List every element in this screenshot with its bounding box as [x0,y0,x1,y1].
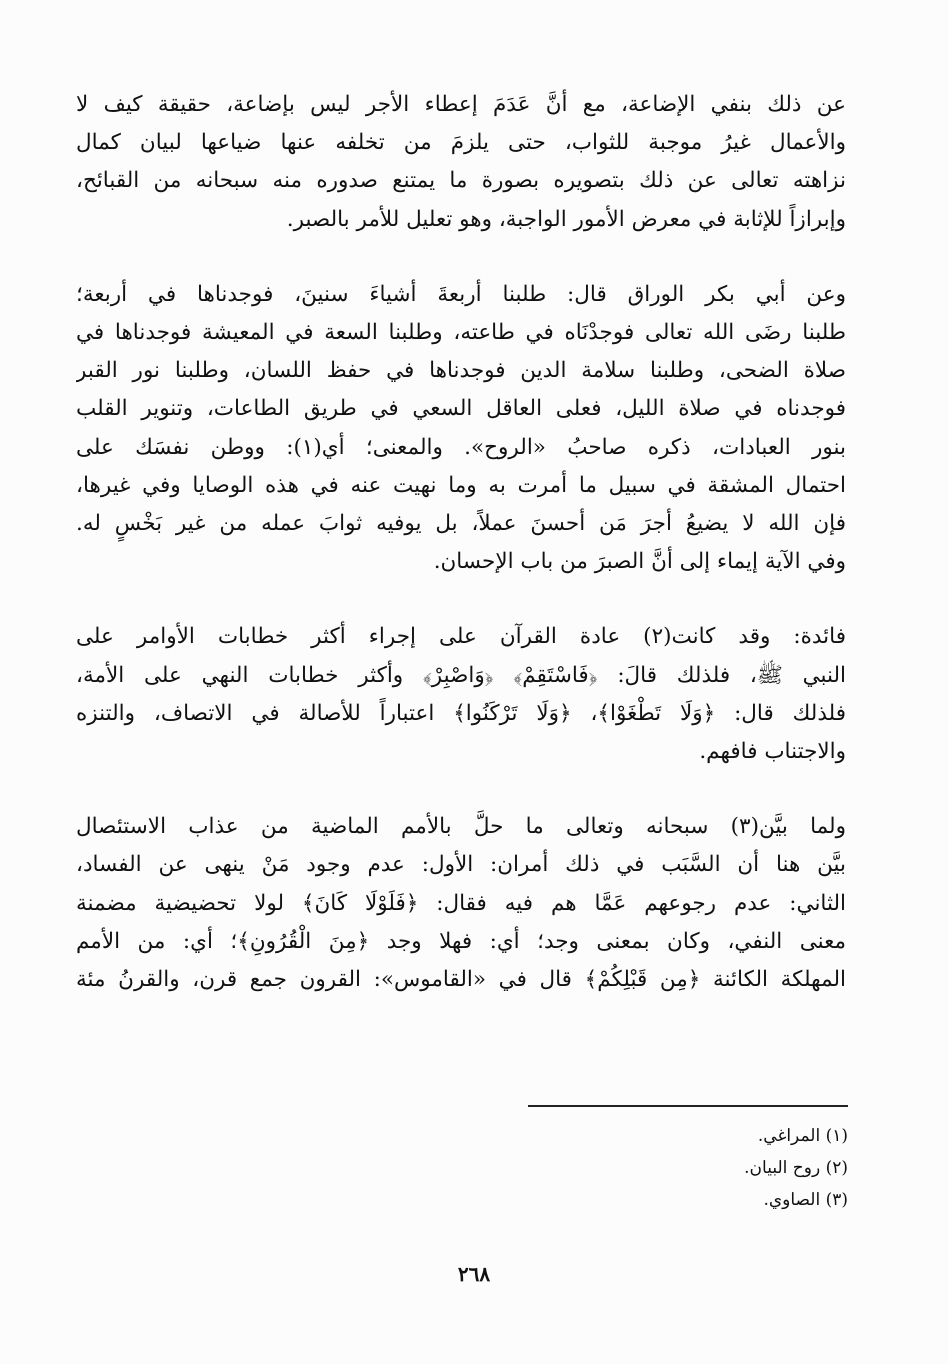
text-line: بنور العبادات، ذكره صاحبُ «الروح». والمعنى؛ أي(١): ووطن نفسَك على [76,434,846,460]
text-line: ولما بيَّن(٣) سبحانه وتعالى ما حلَّ بالأمم الماضية من عذاب الاستئصال [76,814,846,840]
text-line: وفي الآية إيماء إلى أنَّ الصبرَ من باب الإحسان. [433,549,846,575]
text-line: وإبرازاً للإثابة في معرض الأمور الواجبة، وهو تعليل للأمر بالصبر. [286,206,846,232]
text-line: النبي ﷺ، فلذلك قالَ: ﴿فَاسْتَقِمْ﴾ ﴿وَاصْبِرْ﴾ وأكثر خطابات النهي على الأمة، [76,662,846,688]
paragraph-2 [76,276,846,582]
text-line: بيَّن هنا أن السَّبَب في ذلك أمران: الأول: عدم وجود مَنْ ينهى عن الفساد، [76,852,846,878]
text-line: طلبنا رضَى الله تعالى فوجدْنَاه في طاعته، وطلبنا السعة في المعيشة فوجدناها في [76,320,846,346]
text-line: فإن الله لا يضيعُ أجرَ مَن أحسنَ عملاً، بل يوفيه ثوابَ عمله من غير بَخْسٍ له. [76,511,846,537]
footnotes [548,1120,848,1216]
footnote-2: (٢) روح البيان. [744,1158,848,1178]
paragraph-1 [76,86,846,239]
text-line: فائدة: وقد كانت(٢) عادة القرآن على إجراء أكثر خطابات الأوامر على [76,624,846,650]
footnote-divider [528,1105,848,1107]
text-line: وعن أبي بكر الوراق قال: طلبنا أربعةَ أشياءَ سنينَ، فوجدناها في أربعة؛ [76,281,846,307]
footnote-1: (١) المراغي. [757,1126,848,1146]
paragraph-4 [76,808,846,999]
text-line: نزاهته تعالى عن ذلك بتصويره بصورة ما يمتنع صدوره منه سبحانه من القبائح، [76,168,846,194]
text-line: صلاة الضحى، وطلبنا سلامة الدين فوجدناها في حفظ اللسان، وطلبنا نور القبر [76,358,846,384]
text-line: عن ذلك بنفي الإضاعة، مع أنَّ عَدَمَ إعطاء الأجر ليس بإضاعة، حقيقة كيف لا [76,92,846,117]
text-line: فوجدناه في صلاة الليل، فعلى العاقل السعي في طريق الطاعات، وتنوير القلب [76,396,846,422]
paragraph-3 [76,618,846,771]
text-line: والأعمال غيرُ موجبة للثواب، حتى يلزمَ من تخلفه عنها ضياعها لبيان كمال [76,130,846,156]
text-line: معنى النفي، وكان بمعنى وجد؛ أي: فهلا وجد ﴿مِنَ الْقُرُونِ﴾؛ أي: من الأمم [76,928,846,954]
text-line: احتمال المشقة في سبيل ما أمرت به وما نهيت عنه في هذه الوصايا وفي غيرها، [76,472,846,498]
page-body [76,86,846,1036]
footnote-3: (٣) الصاوي. [763,1190,848,1210]
text-line: الثاني: عدم رجوعهم عَمَّا هم فيه فقال: ﴿فَلَوْلَا كَانَ﴾ لولا تحضيضية مضمنة [76,890,846,916]
page-number: ٢٦٨ [457,1262,491,1286]
text-line: فلذلك قال: ﴿وَلَا تَطْغَوْا﴾، ﴿وَلَا تَرْكَنُوا﴾ اعتباراً للأصالة في الاتصاف، والتنزه [76,700,846,726]
text-line: والاجتناب فافهم. [699,739,846,765]
text-line: المهلكة الكائنة ﴿مِن قَبْلِكُمْ﴾ قال في «القاموس»: القرون جمع قرن، والقرنُ مئة [76,967,846,993]
